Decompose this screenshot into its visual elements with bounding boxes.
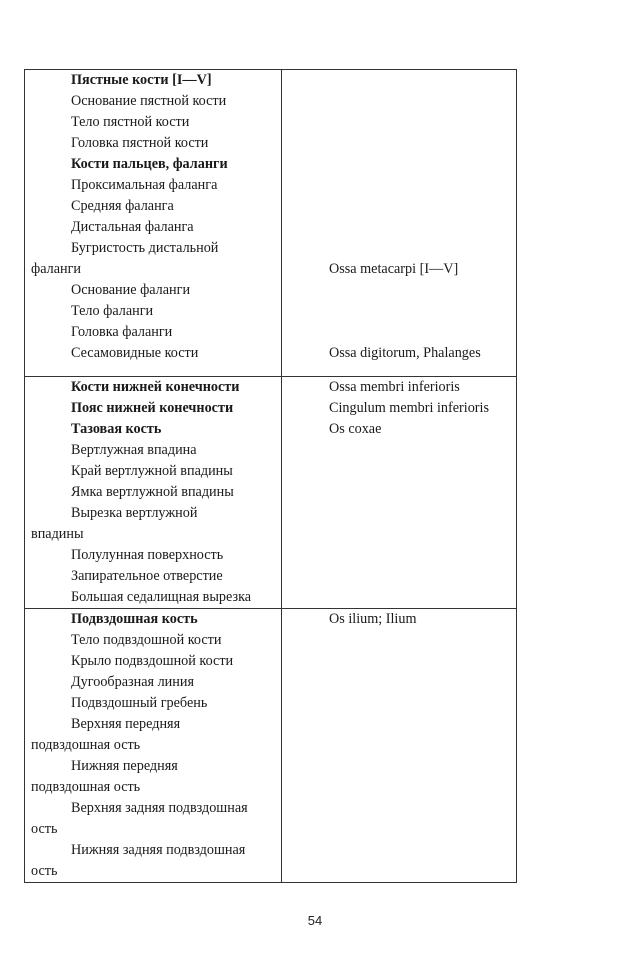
russian-term: Запирательное отверстие	[71, 568, 223, 584]
russian-term: Тело фаланги	[71, 303, 154, 319]
latin-term	[282, 301, 516, 322]
russian-term: Нижняя передняя	[71, 758, 178, 774]
russian-term: Основание фаланги	[71, 282, 191, 298]
latin-term: Ossa metacarpi [I—V]	[329, 261, 459, 277]
latin-term	[282, 91, 516, 112]
russian-term: Край вертлужной впадины	[71, 463, 233, 479]
russian-term: Основание пястной кости	[71, 93, 227, 109]
section-heading: Кости нижней конечности	[71, 379, 240, 395]
russian-term: ость	[31, 821, 58, 837]
latin-term	[282, 70, 516, 91]
russian-term: впадины	[31, 526, 84, 542]
table-row	[25, 70, 517, 377]
section-heading: Кости пальцев, фаланги	[71, 156, 228, 172]
latin-term: Os coxae	[329, 421, 382, 437]
latin-term	[282, 196, 516, 217]
latin-term: Os ilium; Ilium	[329, 611, 417, 627]
russian-term: Дугообразная линия	[71, 674, 194, 690]
russian-term: Полулунная поверхность	[71, 547, 224, 563]
latin-term: Ossa digitorum, Phalanges	[329, 345, 481, 361]
russian-term: Головка фаланги	[71, 324, 173, 340]
latin-term	[282, 112, 516, 133]
russian-term: Сесамовидные кости	[71, 345, 199, 361]
latin-term	[282, 322, 516, 343]
russian-term: Дистальная фаланга	[71, 219, 194, 235]
latin-term	[282, 280, 516, 301]
russian-term: Крыло подвздошной кости	[71, 653, 234, 669]
latin-term	[282, 175, 516, 196]
russian-term-cell	[25, 609, 282, 883]
russian-term: фаланги	[31, 261, 81, 277]
russian-term: Тело подвздошной кости	[71, 632, 222, 648]
table-row	[25, 609, 517, 883]
latin-term	[282, 217, 516, 238]
latin-term	[282, 154, 516, 175]
table-row	[25, 377, 517, 609]
russian-term: ость	[31, 863, 58, 879]
section-heading: Пястные кости [I—V]	[71, 72, 212, 88]
russian-term: Проксимальная фаланга	[71, 177, 218, 193]
russian-term: Нижняя задняя подвздошная	[71, 842, 246, 858]
section-heading: Подвздошная кость	[71, 611, 198, 627]
russian-term: подвздошная ость	[31, 779, 141, 795]
page-number: 54	[307, 913, 323, 928]
russian-term: Бугристость дистальной	[71, 240, 219, 256]
russian-term: Ямка вертлужной впадины	[71, 484, 234, 500]
russian-term-cell	[25, 70, 282, 377]
latin-term	[282, 133, 516, 154]
latin-term: Cingulum membri inferioris	[329, 400, 489, 416]
latin-term-cell	[282, 377, 517, 609]
russian-term: Верхняя задняя подвздошная	[71, 800, 248, 816]
terminology-table	[24, 69, 517, 883]
russian-term: Тело пястной кости	[71, 114, 190, 130]
table-body	[25, 70, 517, 883]
latin-term	[282, 238, 516, 259]
russian-term: подвздошная ость	[31, 737, 141, 753]
russian-term: Большая седалищная вырезка	[71, 589, 252, 605]
russian-term: Головка пястной кости	[71, 135, 209, 151]
section-heading: Тазовая кость	[71, 421, 162, 437]
section-heading: Пояс нижней конечности	[71, 400, 234, 416]
latin-term-cell	[282, 70, 517, 377]
latin-term: Ossa membri inferioris	[329, 379, 460, 395]
russian-term: Подвздошный гребень	[71, 695, 208, 711]
russian-term: Вертлужная впадина	[71, 442, 197, 458]
russian-term-cell	[25, 377, 282, 609]
latin-term-cell	[282, 609, 517, 883]
russian-term: Верхняя передняя	[71, 716, 181, 732]
russian-term: Средняя фаланга	[71, 198, 174, 214]
russian-term: Вырезка вертлужной	[71, 505, 198, 521]
